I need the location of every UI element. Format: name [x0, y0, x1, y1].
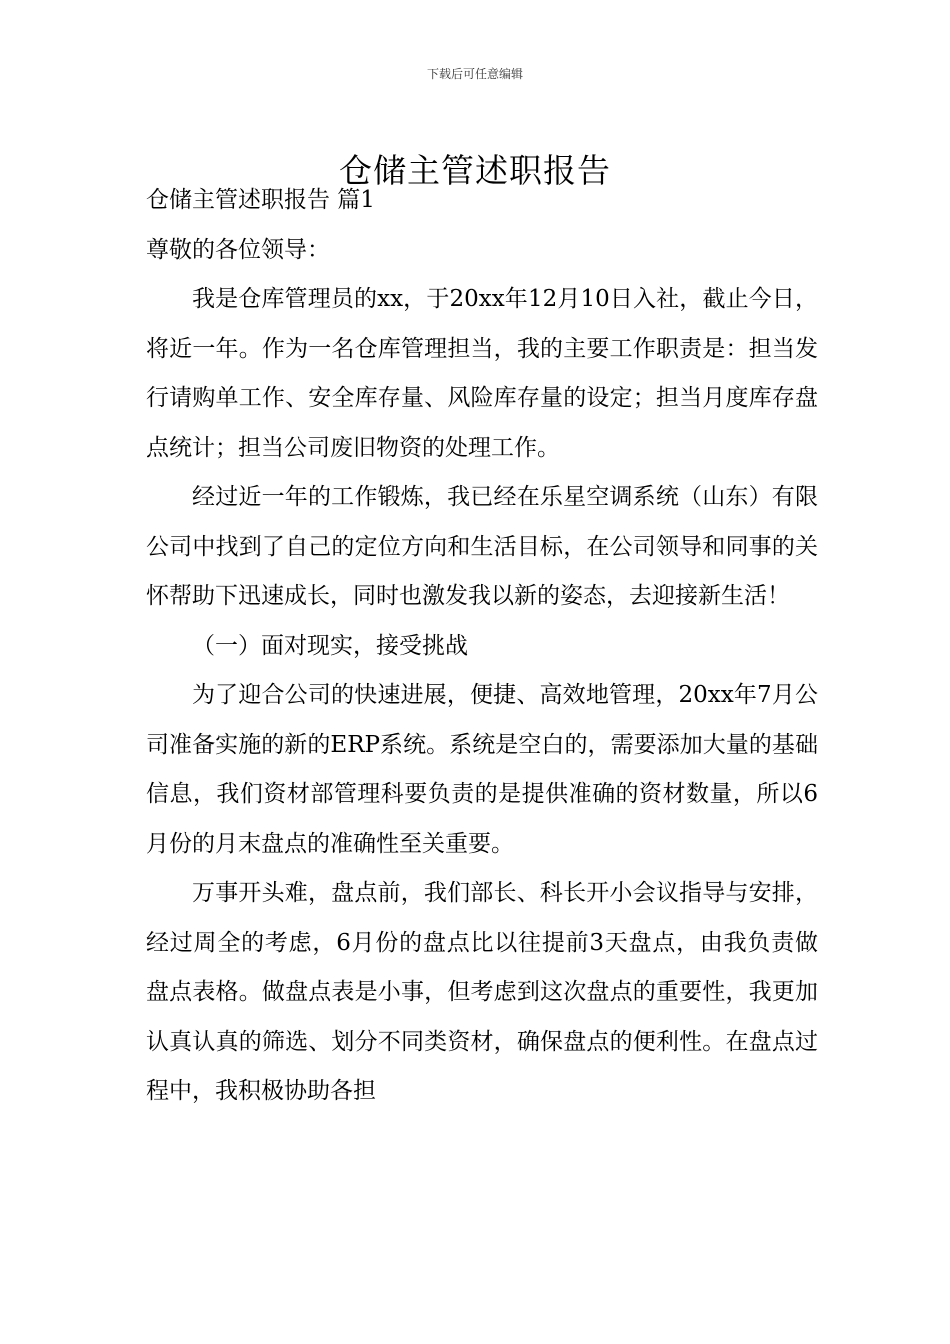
subsection-heading: （一）面对现实，接受挑战: [192, 632, 468, 659]
paragraph-inventory: 万事开头难，盘点前，我们部长、科长开小会议指导与安排，经过周全的考虑，6月份的盘点比以往提前3天盘点，由我负责做盘点表格。做盘点表是小事，但考虑到这次盘点的重要性，我更加认真认真的筛选、划分不同类资材，确保盘点的便利性。在盘点过程中，我积极协助各担: [146, 880, 818, 1104]
paragraph-erp: 为了迎合公司的快速进展，便捷、高效地管理，20xx年7月公司准备实施的新的ERP系统。系统是空白的，需要添加大量的基础信息，我们资材部管理科要负责的是提供准确的资材数量，所以6月份的月末盘点的准确性至关重要。: [146, 682, 818, 857]
salutation: 尊敬的各位领导：: [146, 236, 330, 263]
paragraph-intro: 我是仓库管理员的xx，于20xx年12月10日入社，截止今日，将近一年。作为一名仓库管理担当，我的主要工作职责是：担当发行请购单工作、安全库存量、风险库存量的设定；担当月度库存盘点统计；担当公司废旧物资的处理工作。: [146, 286, 818, 461]
paragraph-growth: 经过近一年的工作锻炼，我已经在乐星空调系统（山东）有限公司中找到了自己的定位方向和生活目标，在公司领导和同事的关怀帮助下迅速成长，同时也激发我以新的姿态，去迎接新生活！: [146, 484, 818, 609]
section-heading: 仓储主管述职报告 篇1: [146, 187, 375, 213]
header-note: 下载后可任意编辑: [426, 67, 523, 81]
document-body: [146, 176, 818, 1117]
document-title: 仓储主管述职报告: [339, 151, 611, 191]
